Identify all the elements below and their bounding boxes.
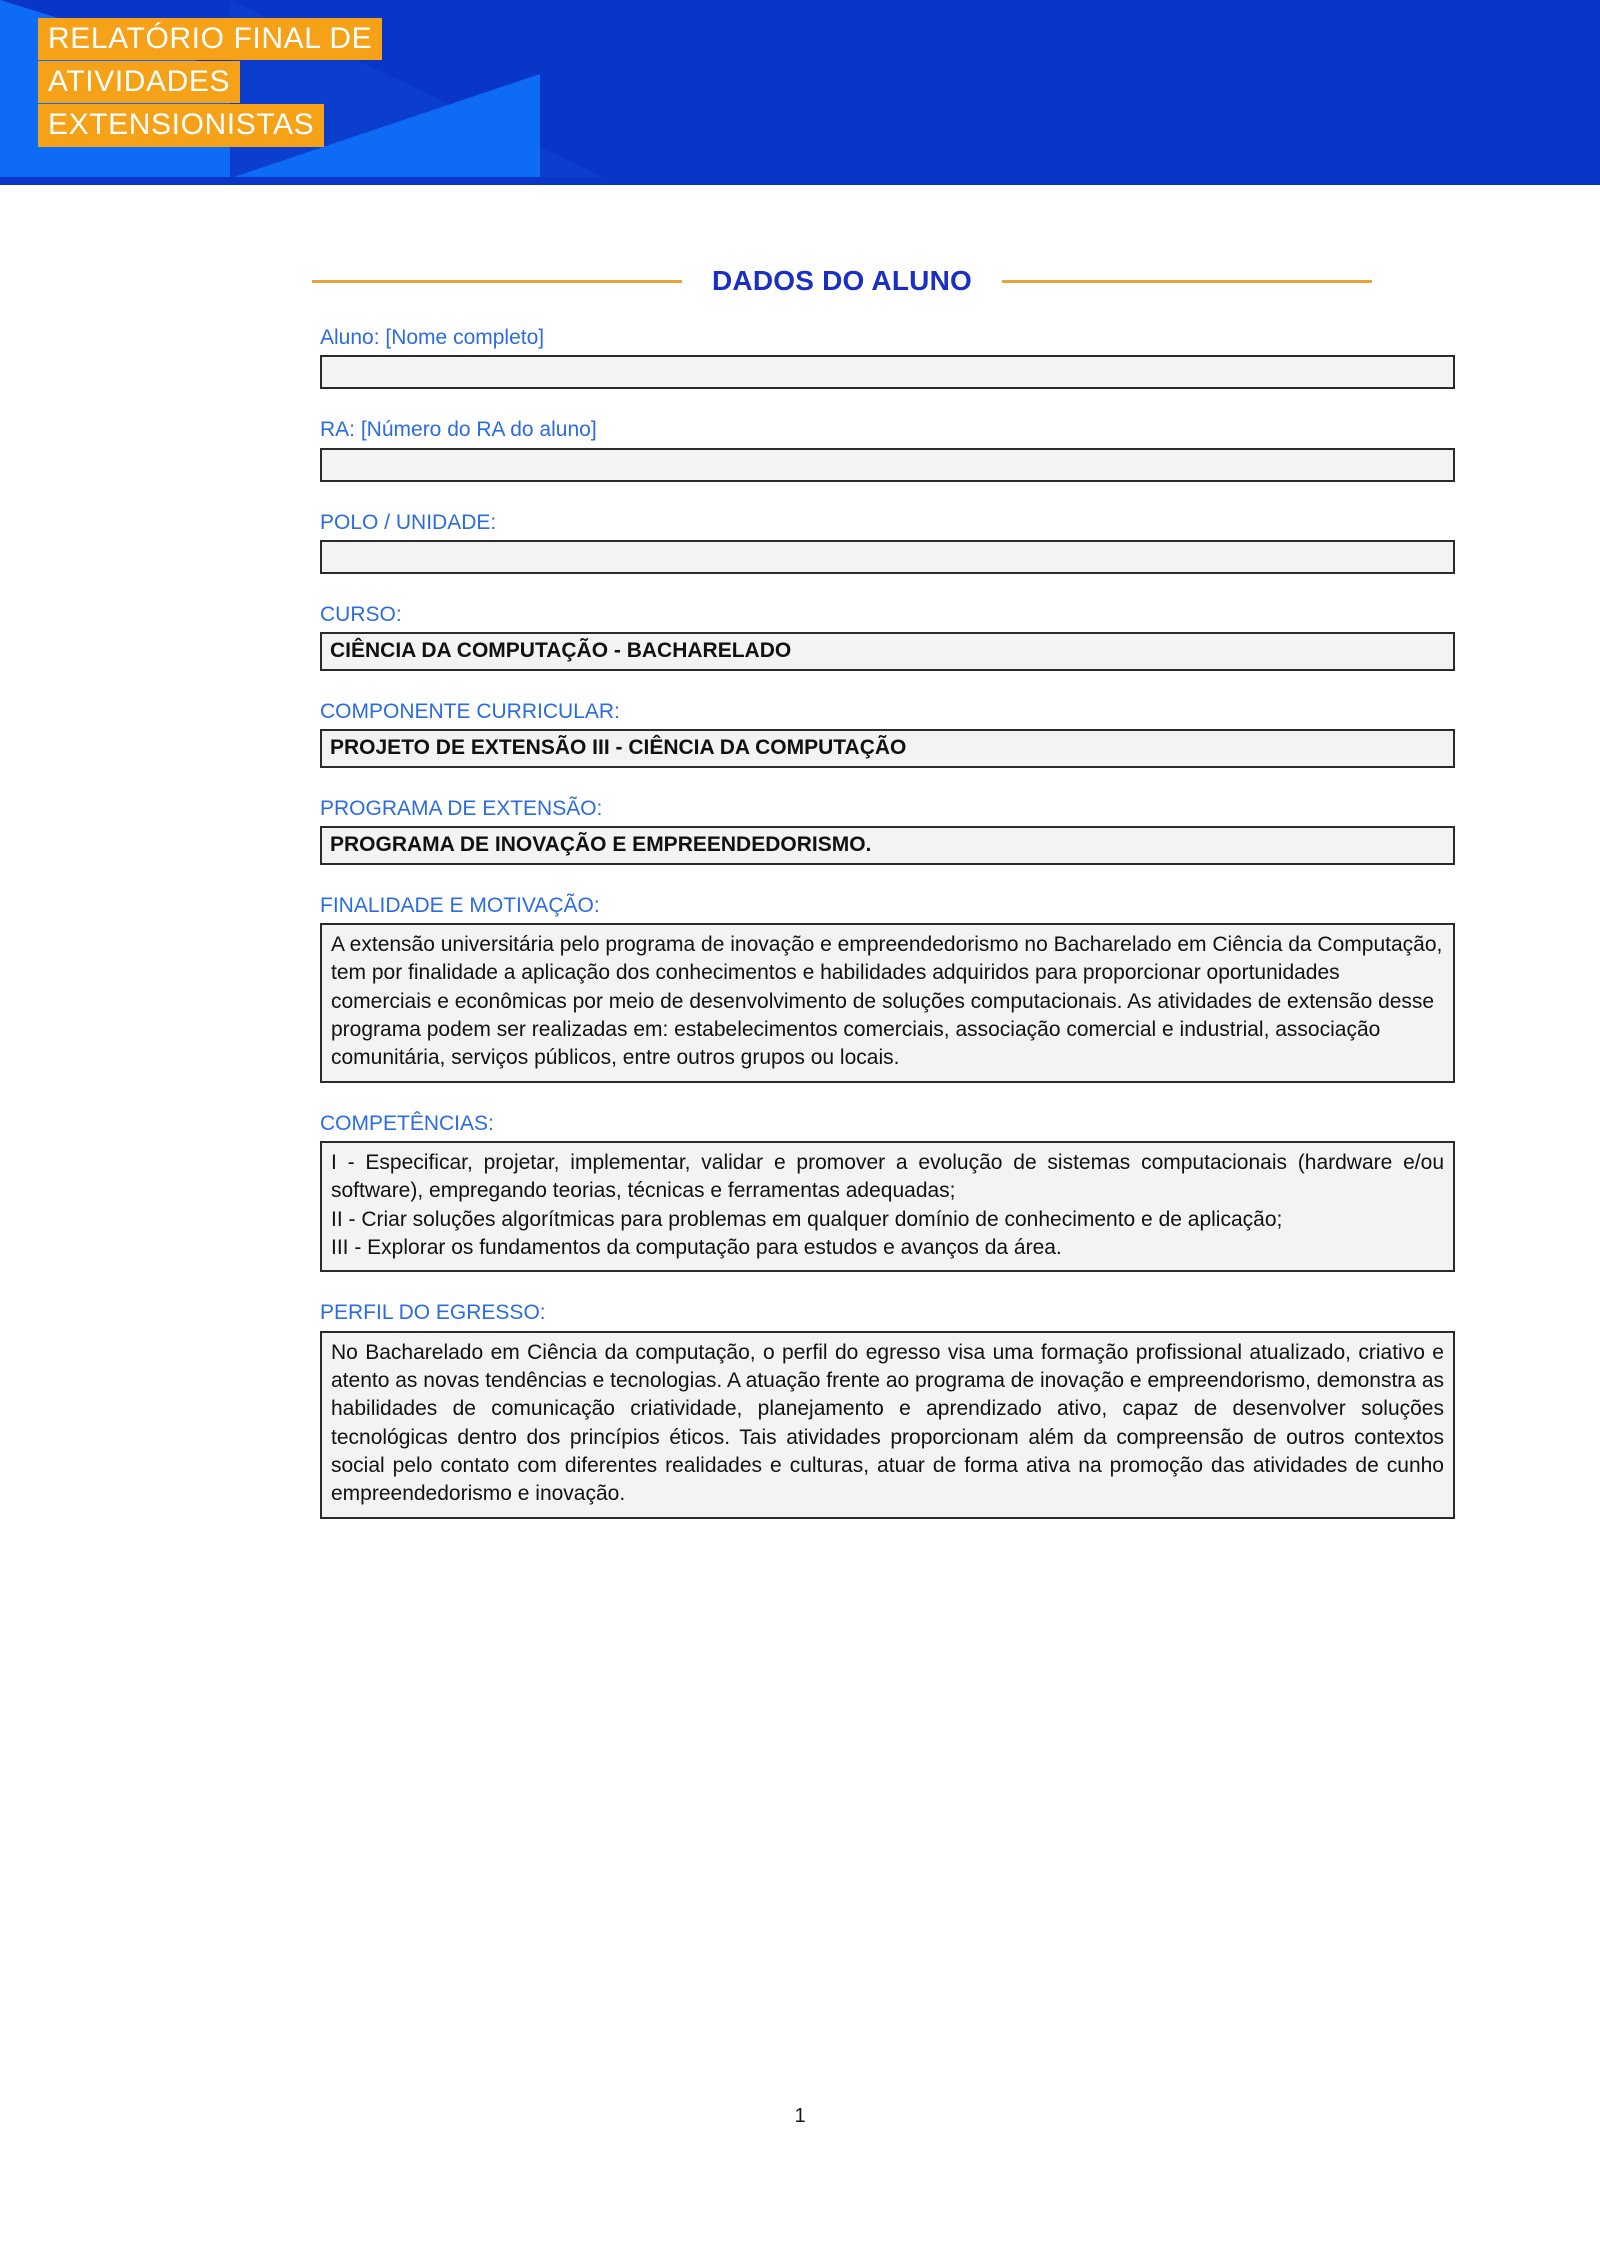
field-input-finalidade-motivacao[interactable] — [320, 923, 1455, 1083]
section-rule-left — [312, 280, 682, 283]
field-input-ra[interactable] — [320, 448, 1455, 482]
banner-title-line-1: RELATÓRIO FINAL DE — [38, 18, 382, 60]
field-input-componente-curricular[interactable]: PROJETO DE EXTENSÃO III - CIÊNCIA DA COMPUTAÇÃO — [320, 729, 1455, 768]
field-label-competencias: COMPETÊNCIAS: — [320, 1111, 494, 1135]
field-componente-curricular — [320, 699, 1370, 768]
banner-title-line-2: ATIVIDADES — [38, 61, 240, 103]
section-rule-right — [1002, 280, 1372, 283]
banner-title-line-3: EXTENSIONISTAS — [38, 104, 324, 146]
field-input-polo-unidade[interactable] — [320, 540, 1455, 574]
field-label-polo-unidade: POLO / UNIDADE: — [320, 510, 497, 534]
field-programa-extensao — [320, 796, 1370, 865]
field-ra — [320, 417, 1370, 481]
field-perfil-egresso — [320, 1300, 1444, 1518]
field-input-perfil-egresso[interactable] — [320, 1331, 1455, 1519]
field-polo-unidade — [320, 510, 1370, 574]
competencia-item-1: I - Especificar, projetar, implementar, validar e promover a evolução de sistemas computacionais (hardware e/ou software), empregando teorias, técnicas e ferramentas adequadas; — [331, 1150, 1444, 1203]
field-label-componente-curricular: COMPONENTE CURRICULAR: — [320, 699, 620, 723]
field-label-perfil-egresso: PERFIL DO EGRESSO: — [320, 1301, 546, 1325]
field-finalidade-motivacao — [320, 893, 1443, 1083]
field-input-competencias[interactable] — [320, 1141, 1455, 1272]
banner-title — [38, 18, 598, 148]
field-label-finalidade-motivacao: FINALIDADE E MOTIVAÇÃO: — [320, 893, 600, 917]
field-label-programa-extensao: PROGRAMA DE EXTENSÃO: — [320, 796, 603, 820]
competencia-item-3: III - Explorar os fundamentos da computação para estudos e avanços da área. — [331, 1235, 1062, 1259]
field-label-ra: RA: [Número do RA do aluno] — [320, 418, 597, 442]
document-body — [0, 265, 1600, 1519]
section-header-dados-do-aluno — [312, 265, 1447, 297]
finalidade-paragraph: A extensão universitária pelo programa de inovação e empreendedorismo no Bacharelado em Ciência da Computação, tem por finalidade a aplicação dos conhecimentos e habilidades adquiridos para proporcionar oportunidades comerciais e econômicas por meio de desenvolvimento de soluções computacionais. As atividades de extensão desse programa podem ser realizadas em: estabelecimentos comerciais, associação comercial e industrial, associação comunitária, serviços públicos, entre outros grupos ou locais. — [331, 932, 1443, 1070]
page-number: 1 — [794, 2105, 806, 2127]
field-input-programa-extensao[interactable]: PROGRAMA DE INOVAÇÃO E EMPREENDEDORISMO. — [320, 826, 1455, 865]
header-banner — [0, 0, 1600, 185]
field-input-curso[interactable]: CIÊNCIA DA COMPUTAÇÃO - BACHARELADO — [320, 632, 1455, 671]
field-label-curso: CURSO: — [320, 602, 402, 626]
competencia-item-2: II - Criar soluções algorítmicas para problemas em qualquer domínio de conhecimento e de aplicação; — [331, 1207, 1283, 1231]
field-curso — [320, 602, 1370, 671]
field-label-aluno: Aluno: [Nome completo] — [320, 326, 545, 349]
perfil-paragraph: No Bacharelado em Ciência da computação, o perfil do egresso visa uma formação profissional atualizado, criativo e atento as novas tendências e tecnologias. A atuação frente ao programa de inovação e empreendorismo, demonstra as habilidades de comunicação criatividade, planejamento e aprendizado ativo, capaz de desenvolver soluções tecnológicas dentro dos princípios éticos. Tais atividades proporcionam além da compreensão de outros contextos social pelo contato com diferentes realidades e culturas, atuar de forma ativa na promoção das atividades de cunho empreendedorismo e inovação. — [331, 1340, 1444, 1506]
page-title: DADOS DO ALUNO — [712, 265, 972, 296]
field-input-aluno[interactable] — [320, 355, 1455, 389]
banner-bottom-rule — [0, 177, 1600, 185]
field-aluno — [320, 325, 1370, 389]
field-competencias — [320, 1111, 1444, 1273]
